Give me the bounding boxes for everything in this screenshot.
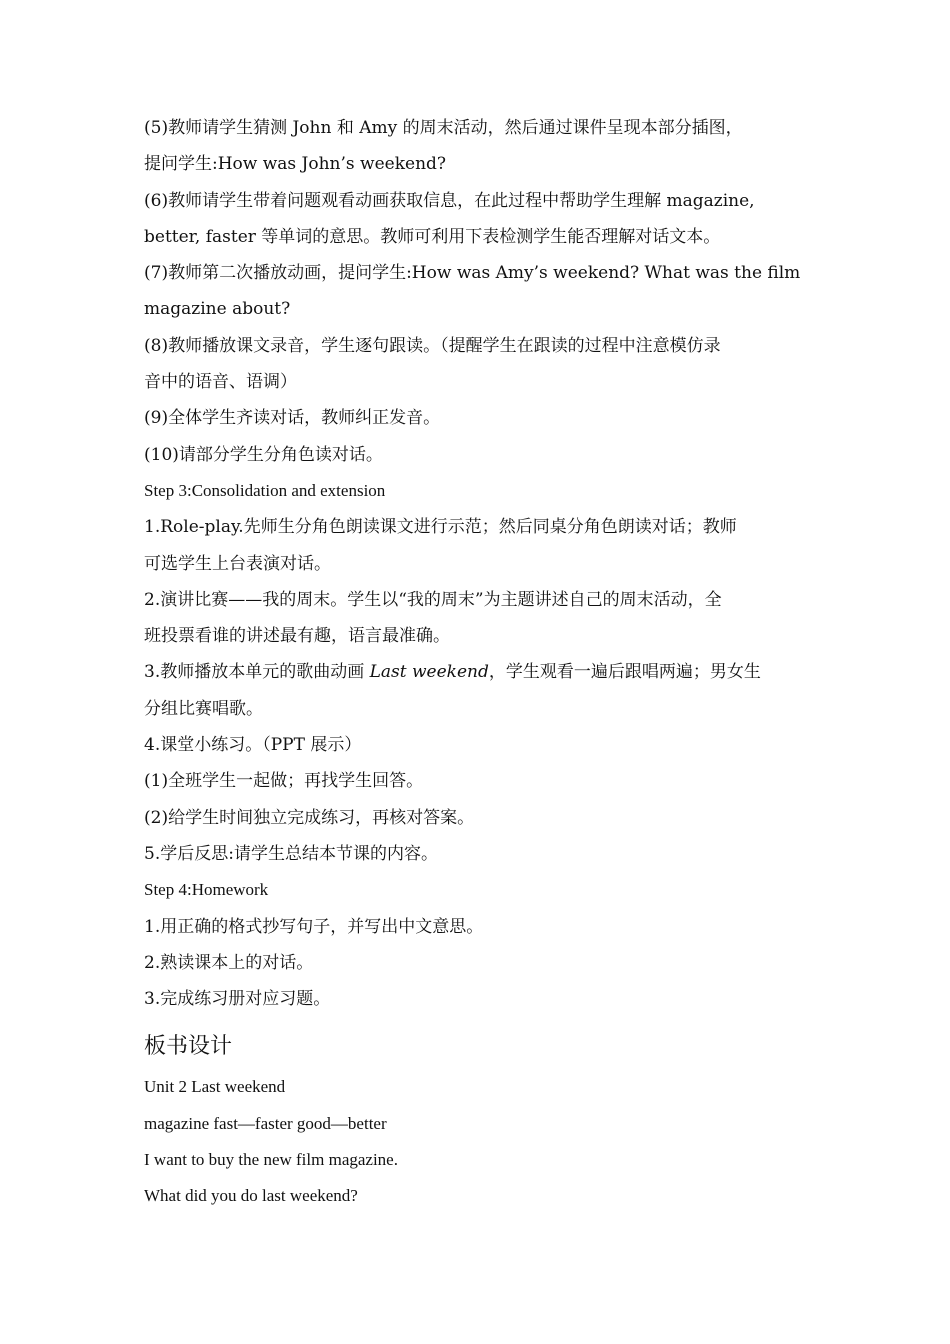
text-line: 5.学后反思:请学生总结本节课的内容。 — [144, 843, 438, 864]
song-line — [144, 654, 814, 690]
text-line: 1.Role-play.先师生分角色朗读课文进行示范；然后同桌分角色朗读对话；教师 — [144, 517, 737, 538]
board-line: Unit 2 Last weekend — [144, 1077, 286, 1097]
text-line: 3.完成练习册对应习题。 — [144, 989, 331, 1010]
text-line: better, faster 等单词的意思。教师可利用下表检测学生能否理解对话文本。 — [144, 226, 721, 247]
text-line: magazine about? — [144, 299, 291, 320]
board-line: magazine fast—faster good—better — [144, 1113, 387, 1133]
text-line: (7)教师第二次播放动画，提问学生:How was Amy’s weekend? What was the film — [144, 263, 801, 284]
board-line: I want to buy the new film magazine. — [144, 1150, 398, 1170]
step-heading: Step 4:Homework — [144, 880, 269, 900]
text-line: 2.演讲比赛——我的周末。学生以“我的周末”为主题讲述自己的周末活动，全 — [144, 589, 722, 610]
text-line: (8)教师播放课文录音，学生逐句跟读。（提醒学生在跟读的过程中注意模仿录 — [144, 335, 721, 356]
text-line: 4.课堂小练习。（PPT 展示） — [144, 735, 362, 756]
blackboard-design — [144, 1069, 814, 1214]
text-line: 可选学生上台表演对话。 — [144, 553, 331, 574]
text-line: (6)教师请学生带着问题观看动画获取信息，在此过程中帮助学生理解 magazine, — [144, 190, 755, 211]
text-line: (2)给学生时间独立完成练习，再核对答案。 — [144, 807, 475, 828]
song-line-after: ，学生观看一遍后跟唱两遍；男女生 — [488, 662, 761, 683]
blackboard-design-heading: 板书设计 — [144, 1034, 233, 1060]
text-line: (10)请部分学生分角色读对话。 — [144, 444, 383, 465]
song-title: Last weekend — [369, 662, 489, 683]
text-line: 班投票看谁的讲述最有趣，语言最准确。 — [144, 626, 450, 647]
text-line: 音中的语音、语调） — [144, 372, 297, 393]
text-line: (5)教师请学生猜测 John 和 Amy 的周末活动，然后通过课件呈现本部分插图， — [144, 118, 743, 138]
text-line: 1.用正确的格式抄写句子，并写出中文意思。 — [144, 916, 484, 937]
text-line: (1)全班学生一起做；再找学生回答。 — [144, 771, 424, 792]
text-line: (9)全体学生齐读对话，教师纠正发音。 — [144, 408, 441, 429]
step-heading: Step 3:Consolidation and extension — [144, 480, 386, 500]
song-line-before: 3.教师播放本单元的歌曲动画 — [144, 662, 370, 683]
text-line: 分组比赛唱歌。 — [144, 698, 263, 719]
text-line: 2.熟读课本上的对话。 — [144, 952, 314, 973]
lesson-plan-body — [144, 110, 814, 1215]
text-line: 提问学生:How was John’s weekend? — [144, 154, 447, 175]
board-line: What did you do last weekend? — [144, 1186, 358, 1206]
